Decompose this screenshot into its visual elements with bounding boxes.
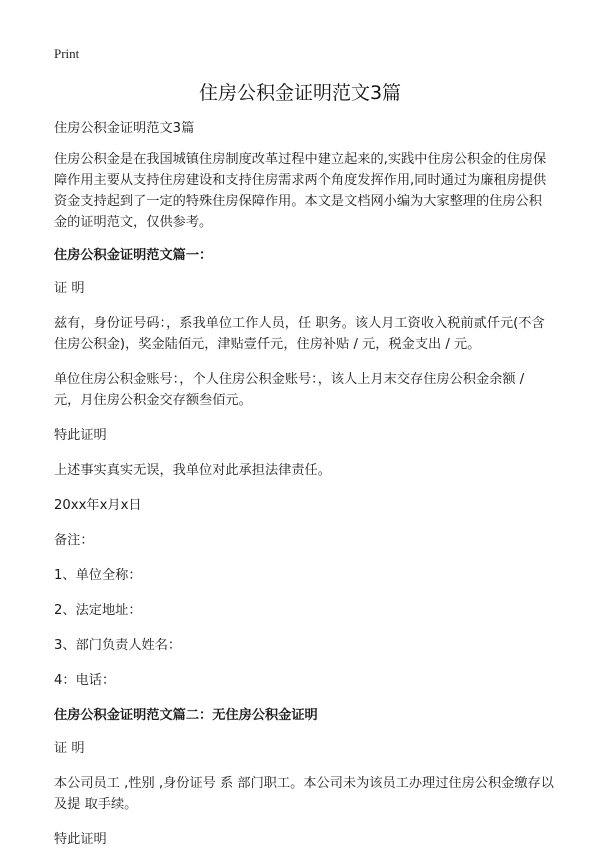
section-1-special: 特此证明 (54, 428, 107, 443)
note-item: 1、单位全称： (54, 568, 142, 583)
note-item: 2、法定地址： (54, 603, 142, 618)
section-2-heading: 住房公积金证明范文篇二：无住房公积金证明 (54, 708, 318, 723)
document-subtitle: 住房公积金证明范文3篇 (54, 121, 195, 136)
section-2-paragraph-1: 本公司员工 ,性别 ,身份证号 系 部门职工。本公司未为该员工办理过住房公积金缴存以及提 取手续。 (54, 776, 554, 812)
document-body (54, 118, 554, 864)
section-1-paragraph-2: 单位住房公积金账号：，个人住房公积金账号：，该人上月末交存住房公积金余额 / 元，月住房公积金交存额叁佰元。 (54, 372, 525, 408)
section-1-heading: 住房公积金证明范文篇一： (54, 248, 213, 263)
section-1-note: 备注： (54, 533, 94, 548)
section-1-declaration: 上述事实真实无误，我单位对此承担法律责任。 (54, 463, 331, 478)
section-2-special: 特此证明 (54, 832, 107, 847)
section-1-date: 20xx年x月x日 (54, 498, 142, 513)
note-item: 4：电话： (54, 673, 116, 688)
document-title: 住房公积金证明范文3篇 (198, 82, 402, 104)
section-1-paragraph-1: 兹有，身份证号码：，系我单位工作人员，任 职务。该人月工资收入税前贰仟元(不含住房公积金)，奖金陆佰元，津贴壹仟元，住房补贴 / 元，税金支出 / 元。 (54, 316, 545, 352)
section-2-label: 证 明 (54, 741, 85, 756)
intro-paragraph: 住房公积金是在我国城镇住房制度改革过程中建立起来的,实践中住房公积金的住房保障作用主要从支持住房建设和支持住房需求两个角度发挥作用,同时通过为廉租房提供资金支持起到了一定的特殊住房保障作用。本文是文档网小编为大家整理的住房公积金的证明范文，仅供参考。 (54, 152, 547, 230)
note-item: 3、部门负责人姓名： (54, 638, 182, 653)
section-1-label: 证 明 (54, 281, 85, 296)
print-label: Print (54, 46, 80, 61)
